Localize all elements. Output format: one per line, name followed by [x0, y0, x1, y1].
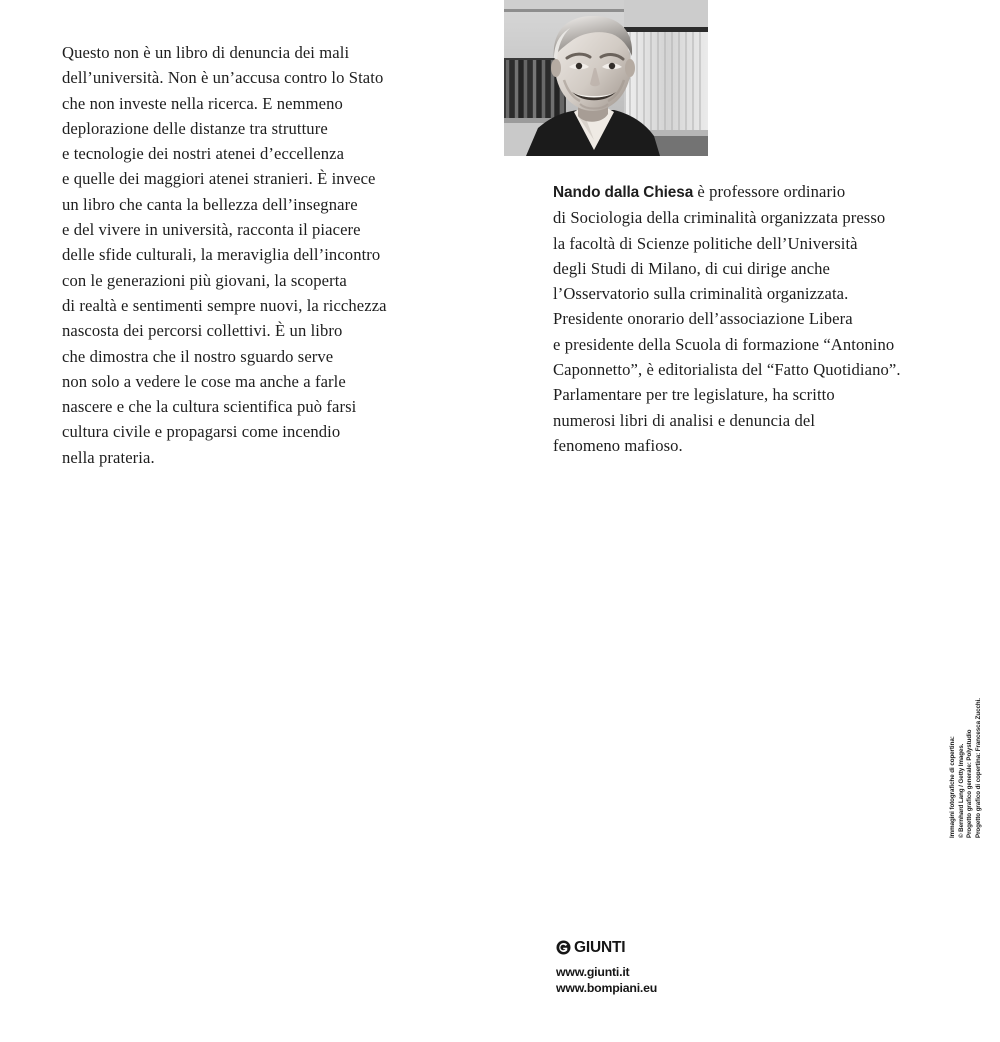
author-bio-line: l’Osservatorio sulla criminalità organizzata. [553, 284, 849, 304]
author-name: Nando dalla Chiesa [553, 184, 694, 201]
blurb-line: nella prateria. [62, 447, 155, 467]
author-portrait-photo [504, 0, 708, 156]
author-bio-line: di Sociologia della criminalità organizzata presso [553, 208, 886, 228]
author-bio-line: la facoltà di Scienze politiche dell’Università [553, 233, 858, 253]
author-portrait-illustration [504, 0, 708, 156]
author-bio-line: numerosi libri di analisi e denuncia del [553, 410, 816, 430]
giunti-circle-g-icon [556, 940, 571, 955]
blurb-line: e del vivere in università, racconta il piacere [62, 220, 361, 240]
blurb-line: e quelle dei maggiori atenei stranieri. È invece [62, 169, 376, 189]
blurb-line: di realtà e sentimenti sempre nuovi, la ricchezza [62, 295, 387, 315]
blurb-line: e tecnologie dei nostri atenei d’eccellenza [62, 144, 345, 164]
author-bio-first-line [553, 179, 963, 205]
publisher-url-bompiani[interactable]: www.bompiani.eu [556, 980, 658, 995]
blurb-line: un libro che canta la bellezza dell’insegnare [62, 194, 358, 214]
giunti-circle-g-glyph [556, 940, 571, 955]
credit-line-general-design: Progetto grafico generale: Polystudio [966, 729, 974, 838]
blurb-line: non solo a vedere le cose ma anche a farle [62, 371, 346, 391]
giunti-logo [556, 938, 816, 956]
credit-line-copyright: © Bernhard Lang / Getty Images. [957, 743, 965, 838]
author-bio-line: Parlamentare per tre legislature, ha scritto [553, 385, 835, 405]
credit-line-cover-design: Progetto grafico di copertina: Francesca Zucchi. [974, 698, 982, 838]
publisher-urls [556, 965, 816, 996]
blurb-line: nascere e che la cultura scientifica può farsi [62, 397, 357, 417]
blurb-line: deplorazione delle distanze tra strutture [62, 118, 328, 138]
author-biography [553, 179, 963, 458]
author-bio-line: Caponnetto”, è editorialista del “Fatto Quotidiano”. [553, 360, 901, 380]
blurb-line: nascosta dei percorsi collettivi. È un libro [62, 321, 343, 341]
blurb-line: delle sfide culturali, la meraviglia dell’incontro [62, 245, 381, 265]
credit-line-photo: Immagini fotografiche di copertina: [949, 736, 956, 838]
publisher-block [556, 938, 816, 996]
blurb-line: che dimostra che il nostro sguardo serve [62, 346, 334, 366]
blurb-line: con le generazioni più giovani, la scoperta [62, 270, 347, 290]
author-bio-line: degli Studi di Milano, di cui dirige anche [553, 258, 831, 278]
author-bio-line: Presidente onorario dell’associazione Libera [553, 309, 853, 329]
publisher-url-giunti[interactable]: www.giunti.it [556, 965, 630, 979]
blurb-line: che non investe nella ricerca. E nemmeno [62, 93, 343, 113]
author-bio-line: e presidente della Scuola di formazione “Antonino [553, 334, 895, 354]
blurb-line: dell’università. Non è un’accusa contro lo Stato [62, 68, 384, 88]
blurb-line: Questo non è un libro di denuncia dei mali [62, 43, 350, 62]
author-bio-line: è professore ordinario [693, 182, 846, 201]
blurb-line: cultura civile e propagarsi come incendio [62, 422, 341, 442]
book-blurb [62, 40, 462, 470]
author-bio-line: fenomeno mafioso. [553, 435, 683, 455]
giunti-wordmark: GIUNTI [574, 938, 626, 956]
cover-credits [949, 663, 993, 838]
